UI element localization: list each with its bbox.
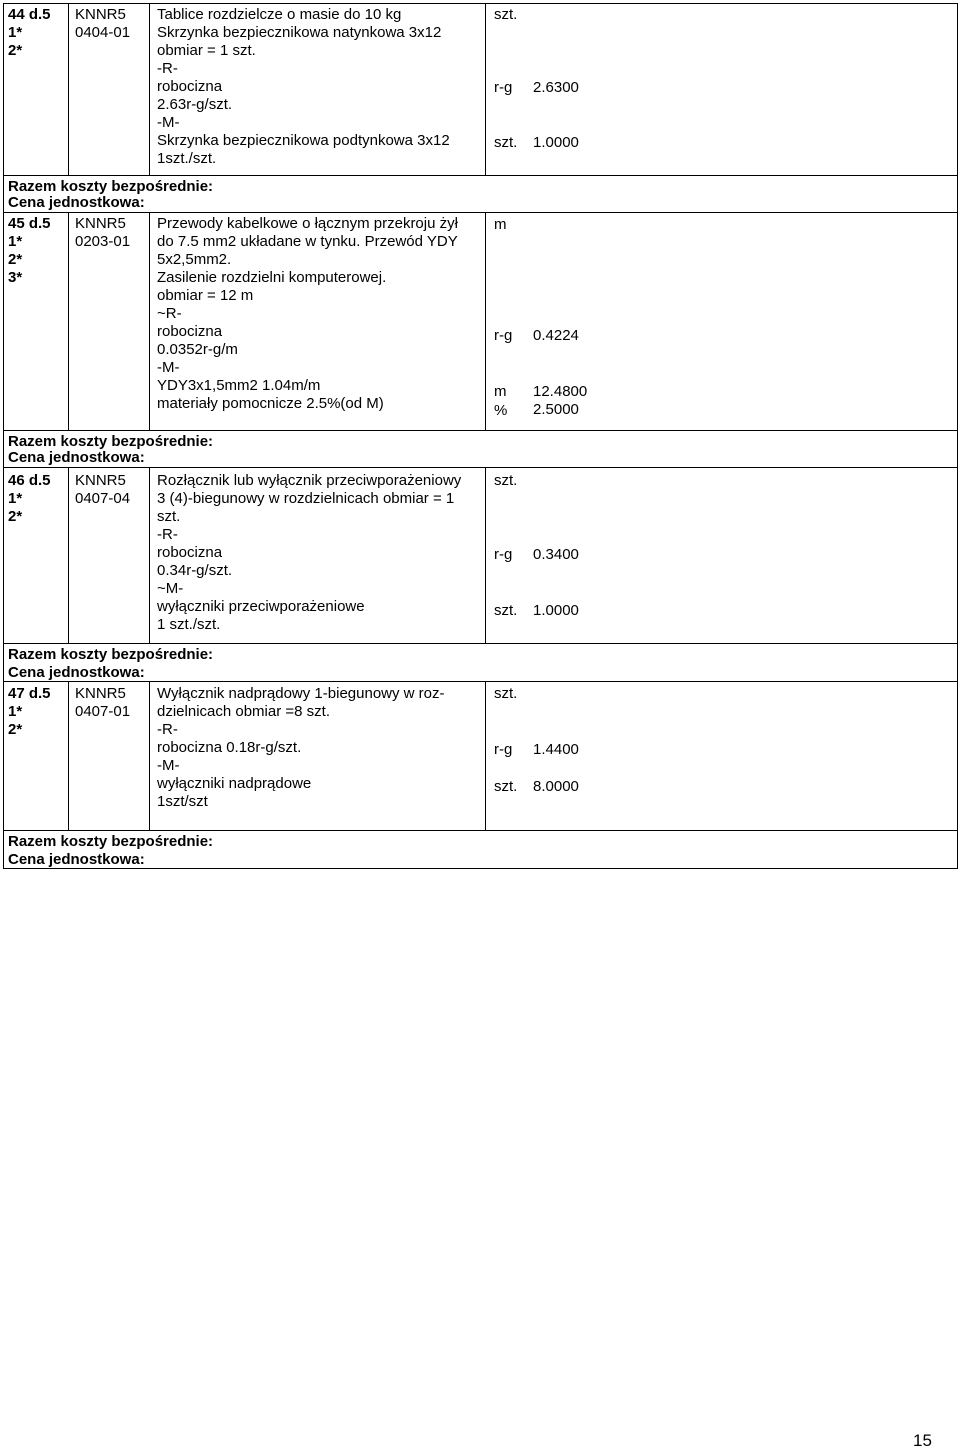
description-line: Tablice rozdzielcze o masie do 10 kg [157,6,402,23]
row-separator [3,212,958,213]
unit: % [494,402,508,419]
item-marker: 2* [8,42,23,59]
description-line: obmiar = 1 szt. [157,42,256,59]
item-number: 46 d.5 [8,472,51,489]
unit: r-g [494,327,513,344]
column-separator [149,681,150,830]
unit: szt. [494,134,518,151]
item-number: 45 d.5 [8,215,51,232]
direct-costs-label: Razem koszty bezpośrednie: [8,646,214,663]
description-line: robocizna [157,323,223,340]
description-line: wyłączniki nadprądowe [157,775,312,792]
item-marker: 2* [8,721,23,738]
unit-price-label: Cena jednostkowa: [8,449,145,466]
quantity: 1.0000 [533,602,579,619]
column-separator [68,3,69,175]
catalog-code: 0407-04 [75,490,131,507]
column-separator [485,3,486,175]
item-marker: 2* [8,508,23,525]
item-marker: 2* [8,251,23,268]
unit: szt. [494,6,518,23]
row-separator [3,643,958,644]
description-line: -R- [157,721,178,738]
description-line: robocizna 0.18r-g/szt. [157,739,302,756]
unit: r-g [494,79,513,96]
column-separator [149,3,150,175]
column-separator [485,467,486,643]
direct-costs-label: Razem koszty bezpośrednie: [8,178,214,195]
catalog-code: KNNR5 [75,6,126,23]
quantity: 8.0000 [533,778,579,795]
description-line: -M- [157,757,180,774]
direct-costs-label: Razem koszty bezpośrednie: [8,833,214,850]
unit-price-label: Cena jednostkowa: [8,851,145,868]
description-line: Wyłącznik nadprądowy 1-biegunowy w roz- [157,685,445,702]
description-line: 1 szt./szt. [157,616,221,633]
unit-price-label: Cena jednostkowa: [8,664,145,681]
unit: m [494,383,507,400]
catalog-code: 0203-01 [75,233,131,250]
item-marker: 1* [8,490,23,507]
column-separator [149,212,150,430]
column-separator [68,467,69,643]
column-separator [149,467,150,643]
unit: r-g [494,546,513,563]
description-line: Skrzynka bezpiecznikowa podtynkowa 3x12 [157,132,450,149]
item-marker: 1* [8,233,23,250]
description-line: -M- [157,359,180,376]
row-separator [3,830,958,831]
description-line: materiały pomocnicze 2.5%(od M) [157,395,384,412]
item-number: 44 d.5 [8,6,51,23]
unit: szt. [494,602,518,619]
unit: m [494,216,507,233]
quantity: 0.4224 [533,327,579,344]
description-line: Zasilenie rozdzielni komputerowej. [157,269,387,286]
description-line: robocizna [157,544,223,561]
description-line: 1szt/szt [157,793,208,810]
quantity: 1.4400 [533,741,579,758]
column-separator [68,212,69,430]
description-line: 3 (4)-biegunowy w rozdzielnicach obmiar = 1 [157,490,455,507]
row-separator [3,430,958,431]
description-line: wyłączniki przeciwporażeniowe [157,598,365,615]
description-line: szt. [157,508,181,525]
item-marker: 1* [8,703,23,720]
description-line: ~R- [157,305,182,322]
item-marker: 3* [8,269,23,286]
description-line: Skrzynka bezpiecznikowa natynkowa 3x12 [157,24,442,41]
description-line: 5x2,5mm2. [157,251,232,268]
description-line: 0.0352r-g/m [157,341,238,358]
catalog-code: 0407-01 [75,703,131,720]
column-separator [485,212,486,430]
description-line: -M- [157,114,180,131]
row-separator [3,681,958,682]
description-line: Przewody kabelkowe o łącznym przekroju żył [157,215,458,232]
description-line: obmiar = 12 m [157,287,254,304]
description-line: -R- [157,526,178,543]
row-separator [3,467,958,468]
quantity: 1.0000 [533,134,579,151]
unit: szt. [494,685,518,702]
column-separator [68,681,69,830]
row-separator [3,175,958,176]
catalog-code: 0404-01 [75,24,131,41]
unit: r-g [494,741,513,758]
quantity: 2.6300 [533,79,579,96]
description-line: Rozłącznik lub wyłącznik przeciwporażeniowy [157,472,462,489]
unit: szt. [494,778,518,795]
unit-price-label: Cena jednostkowa: [8,194,145,211]
description-line: 2.63r-g/szt. [157,96,233,113]
catalog-code: KNNR5 [75,472,126,489]
description-line: do 7.5 mm2 układane w tynku. Przewód YDY [157,233,458,250]
description-line: 0.34r-g/szt. [157,562,233,579]
description-line: 1szt./szt. [157,150,217,167]
page-number: 15 [913,1431,932,1450]
direct-costs-label: Razem koszty bezpośrednie: [8,433,214,450]
column-separator [485,681,486,830]
quantity: 12.4800 [533,383,588,400]
catalog-code: KNNR5 [75,215,126,232]
description-line: robocizna [157,78,223,95]
quantity: 0.3400 [533,546,579,563]
item-marker: 1* [8,24,23,41]
quantity: 2.5000 [533,401,579,418]
item-number: 47 d.5 [8,685,51,702]
description-line: -R- [157,60,178,77]
description-line: dzielnicach obmiar =8 szt. [157,703,330,720]
description-line: ~M- [157,580,184,597]
description-line: YDY3x1,5mm2 1.04m/m [157,377,321,394]
unit: szt. [494,472,518,489]
catalog-code: KNNR5 [75,685,126,702]
